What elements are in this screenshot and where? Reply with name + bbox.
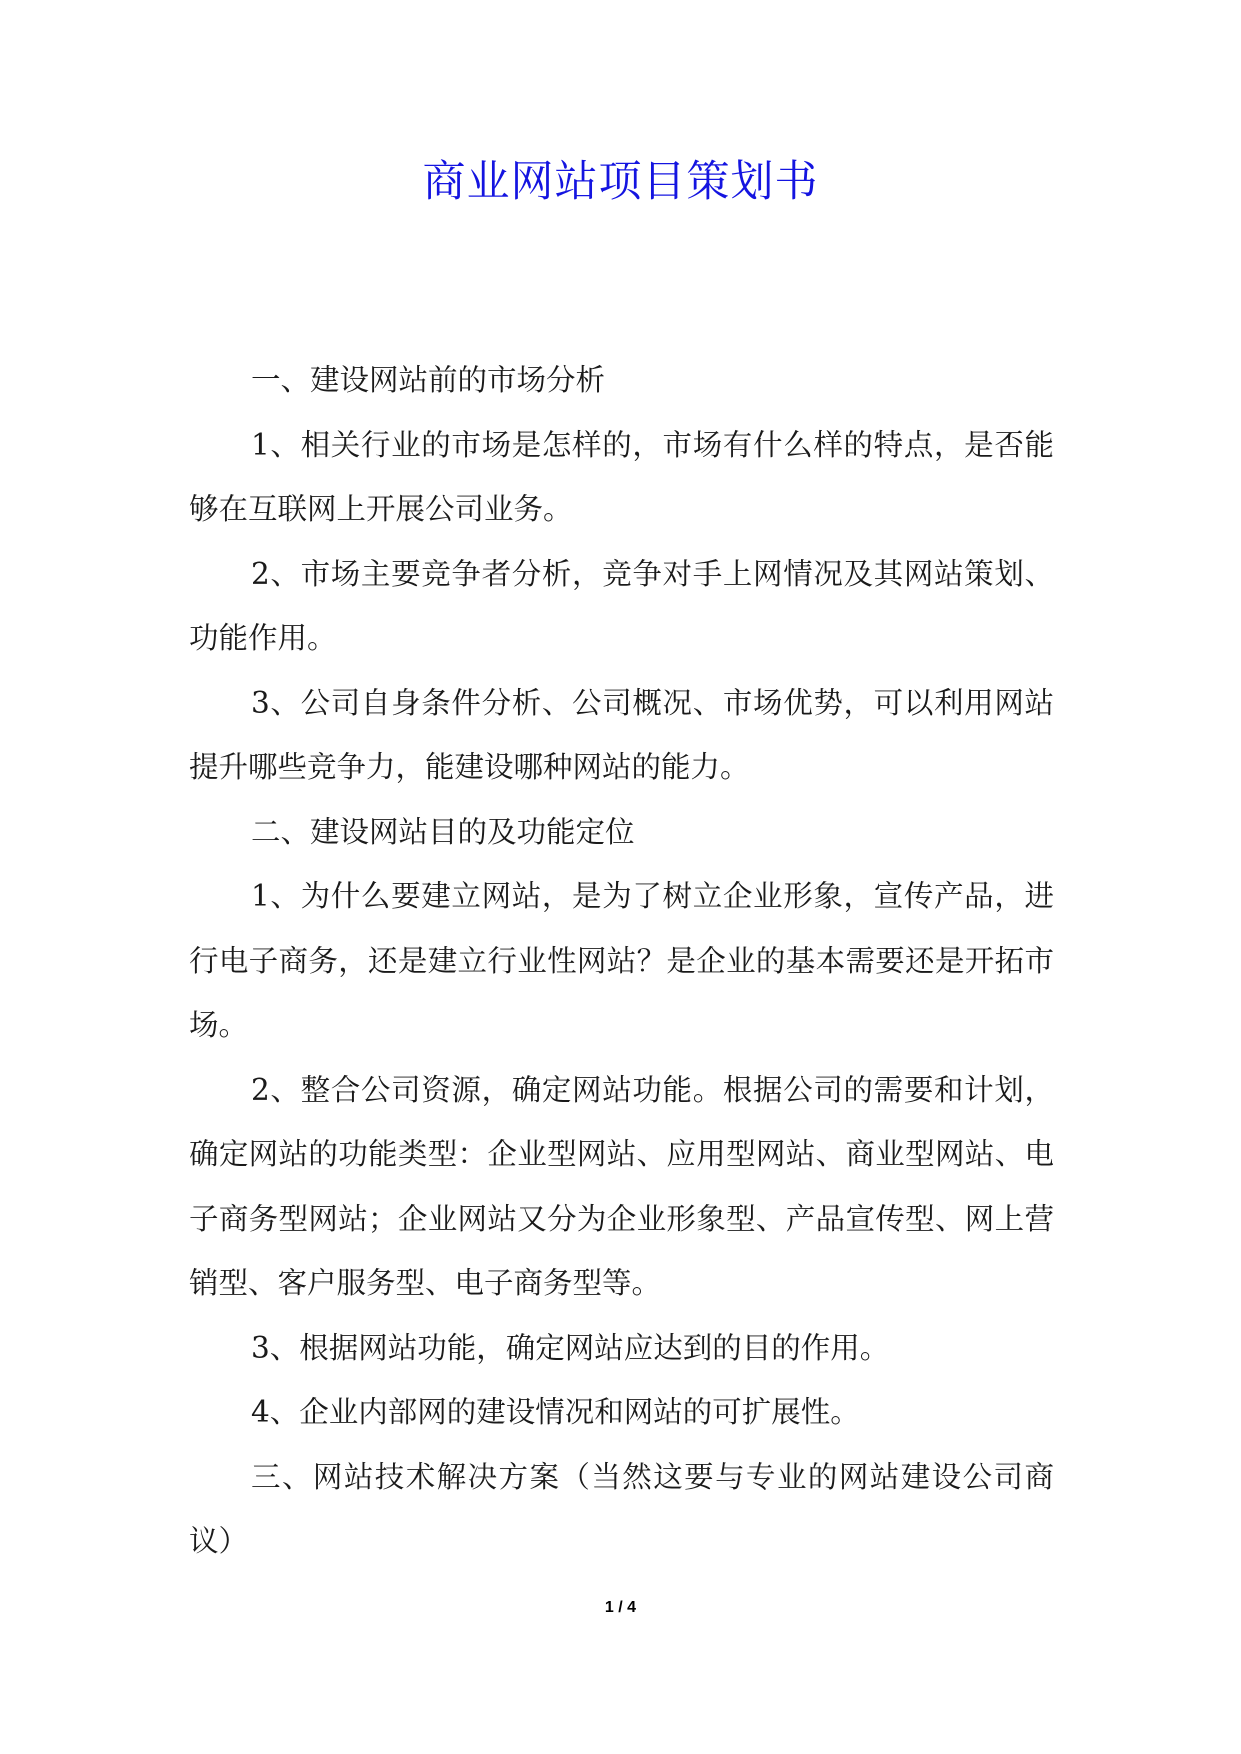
section-heading-1: 一、建设网站前的市场分析	[251, 363, 606, 397]
document-title: 商业网站项目策划书	[422, 157, 819, 207]
paragraph: 1、为什么要建立网站，是为了树立企业形象，宣传产品，进行电子商务，还是建立行业性网站？是企业的基本需要还是开拓市场。	[189, 879, 1054, 1042]
document-body	[189, 348, 1054, 1574]
paragraph: 4、企业内部网的建设情况和网站的可扩展性。	[251, 1395, 860, 1429]
page-number: 1 / 4	[604, 1599, 637, 1616]
paragraph: 2、整合公司资源，确定网站功能。根据公司的需要和计划，确定网站的功能类型：企业型网站、应用型网站、商业型网站、电子商务型网站；企业网站又分为企业形象型、产品宣传型、网上营销型、客户服务型、电子商务型等。	[189, 1072, 1054, 1300]
paragraph: 3、公司自身条件分析、公司概况、市场优势，可以利用网站提升哪些竞争力，能建设哪种网站的能力。	[189, 685, 1054, 784]
paragraph: 3、根据网站功能，确定网站应达到的目的作用。	[251, 1330, 890, 1365]
section-heading-2: 二、建设网站目的及功能定位	[251, 814, 635, 849]
section-heading-3: 三、网站技术解决方案（当然这要与专业的网站建设公司商议）	[189, 1459, 1054, 1558]
paragraph: 2、市场主要竞争者分析，竞争对手上网情况及其网站策划、功能作用。	[189, 556, 1054, 655]
paragraph: 1、相关行业的市场是怎样的，市场有什么样的特点，是否能够在互联网上开展公司业务。	[189, 427, 1054, 526]
